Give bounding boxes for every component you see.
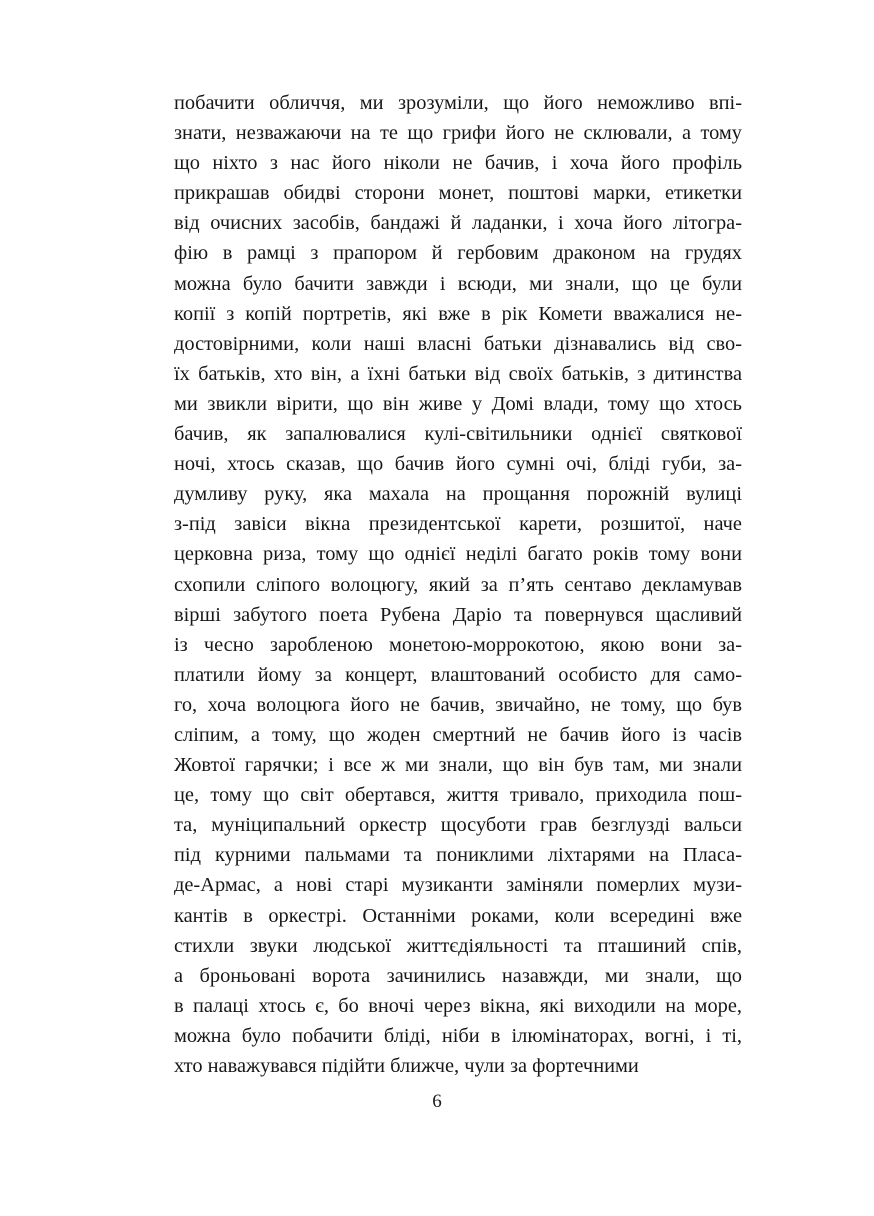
paragraph bbox=[174, 88, 742, 1081]
text-line: від очисних засобів, бандажі й ладанки, і хоча його літогра- bbox=[174, 212, 742, 235]
text-line: прикрашав обидві сторони монет, поштові марки, етикетки bbox=[174, 182, 742, 205]
text-line: знати, незважаючи на те що грифи його не склювали, а тому bbox=[174, 122, 742, 145]
text-line: а броньовані ворота зачинились назавжди, ми знали, що bbox=[174, 964, 742, 987]
text-line: що ніхто з нас його ніколи не бачив, і хоча його профіль bbox=[174, 152, 742, 175]
text-line: Жовтої гарячки; і все ж ми знали, що він був там, ми знали bbox=[174, 754, 742, 777]
text-line: схопили сліпого волоцюгу, який за п’ять сентаво декламував bbox=[174, 573, 742, 596]
text-line: бачив, як запалювалися кулі-світильники однієї святкової bbox=[174, 423, 742, 446]
text-line: можна було побачити бліді, ніби в ілюмінаторах, вогні, і ті, bbox=[174, 1024, 742, 1047]
body-text-block bbox=[174, 88, 742, 1081]
text-line: фію в рамці з прапором й гербовим драконом на грудях bbox=[174, 242, 742, 265]
text-line: в палаці хтось є, бо вночі через вікна, які виходили на море, bbox=[174, 994, 742, 1017]
text-line: думливу руку, яка махала на прощання порожній вулиці bbox=[174, 483, 742, 506]
text-line: із чесно заробленою монетою-моррокотою, якою вони за- bbox=[174, 633, 742, 656]
text-line: це, тому що світ обертався, життя тривало, приходила пош- bbox=[174, 784, 742, 807]
text-line: з-під завіси вікна президентської карети, розшитої, наче bbox=[174, 513, 742, 536]
text-line: церковна риза, тому що однієї неділі багато років тому вони bbox=[174, 543, 742, 566]
text-line: го, хоча волоцюга його не бачив, звичайно, не тому, що був bbox=[174, 693, 742, 716]
text-line: копії з копій портретів, які вже в рік Комети вважалися не- bbox=[174, 302, 742, 325]
text-line: ночі, хтось сказав, що бачив його сумні очі, бліді губи, за- bbox=[174, 453, 742, 476]
text-line: де-Армас, а нові старі музиканти заміняли померлих музи- bbox=[174, 874, 742, 897]
text-line: ми звикли вірити, що він живе у Домі влади, тому що хтось bbox=[174, 392, 742, 415]
text-line: стихли звуки людської життєдіяльності та пташиний спів, bbox=[174, 934, 742, 957]
text-line: вірші забутого поета Рубена Даріо та повернувся щасливий bbox=[174, 603, 742, 626]
text-line: побачити обличчя, ми зрозуміли, що його неможливо впі- bbox=[174, 92, 742, 114]
text-line: під курними пальмами та пониклими ліхтарями на Пласа- bbox=[174, 844, 742, 867]
text-line: їх батьків, хто він, а їхні батьки від своїх батьків, з дитинства bbox=[174, 362, 742, 385]
text-line: можна було бачити завжди і всюди, ми знали, що це були bbox=[174, 272, 742, 295]
text-line: кантів в оркестрі. Останніми роками, коли всередині вже bbox=[174, 904, 742, 927]
text-line: хто наважувався підійти ближче, чули за фортечними bbox=[174, 1055, 639, 1077]
text-line: сліпим, а тому, що жоден смертний не бачив його із часів bbox=[174, 723, 742, 746]
text-line: достовірними, коли наші власні батьки дізнавались від сво- bbox=[174, 332, 742, 355]
text-line: платили йому за концерт, влаштований особисто для само- bbox=[174, 663, 742, 686]
page-number: 6 bbox=[432, 1091, 442, 1112]
text-line: та, муніципальний оркестр щосуботи грав безглузді вальси bbox=[174, 814, 742, 837]
